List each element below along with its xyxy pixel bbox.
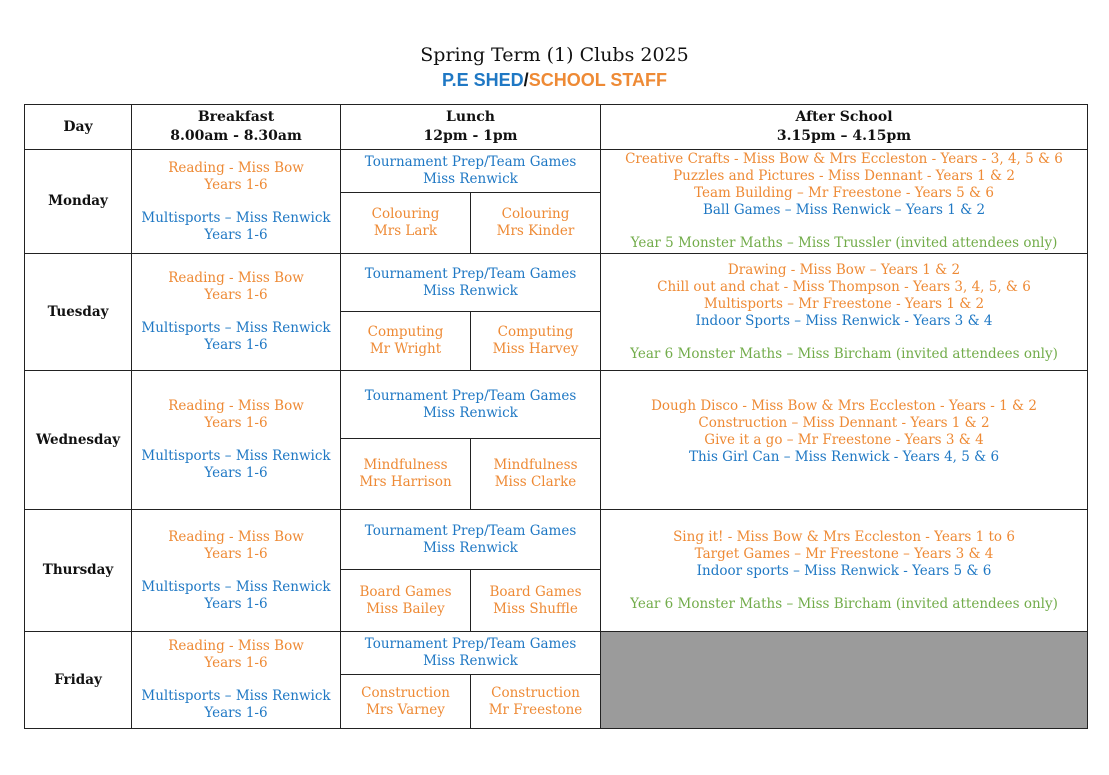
cell-text: Construction – Miss Dennant - Years 1 & 2 — [698, 415, 990, 431]
subtitle-separator: / — [523, 70, 529, 90]
subtitle-pe-shed: P.E SHED — [441, 70, 524, 90]
cell-text: Mrs Kinder — [496, 223, 575, 239]
cell-text: Board Games — [489, 583, 582, 600]
cell-text: Multisports – Miss Renwick — [141, 688, 331, 704]
lunch-team-games-cell — [341, 632, 601, 675]
lunch-club-right — [471, 312, 601, 371]
cell-text: Years 1-6 — [204, 545, 268, 562]
cell-text: Years 1-6 — [204, 337, 268, 353]
col-header-after-school — [601, 105, 1088, 150]
after-school-empty-cell — [601, 632, 1088, 729]
cell-text: Reading - Miss Bow — [168, 270, 304, 286]
spacer — [132, 563, 340, 579]
cell-text: Indoor Sports – Miss Renwick - Years 3 & 4 — [695, 312, 993, 329]
cell-text: Multisports – Miss Renwick — [141, 320, 331, 336]
subtitle-school-staff: SCHOOL STAFF — [528, 70, 668, 90]
spacer — [132, 432, 340, 448]
cell-text: Years 1-6 — [204, 465, 268, 481]
breakfast-cell — [132, 150, 341, 254]
cell-text: Miss Renwick — [423, 539, 518, 556]
breakfast-cell — [132, 632, 341, 729]
spacer — [132, 194, 340, 210]
cell-text: Computing — [367, 324, 444, 340]
lunch-team-games-cell — [341, 371, 601, 439]
after-school-cell — [601, 150, 1088, 254]
cell-text: Construction — [491, 684, 580, 701]
spacer — [601, 580, 1087, 596]
cell-text: Miss Clarke — [494, 474, 577, 490]
day-cell: Thursday — [25, 510, 132, 632]
spacer — [132, 672, 340, 688]
cell-text: Year 6 Monster Maths – Miss Bircham (invited attendees only) — [630, 345, 1058, 362]
cell-text: 8.00am - 8.30am — [170, 128, 302, 144]
cell-text: Year 6 Monster Maths – Miss Bircham (invited attendees only) — [630, 595, 1058, 612]
cell-text: Miss Harvey — [492, 341, 579, 357]
cell-text: Lunch — [446, 109, 495, 125]
cell-text: Computing — [497, 324, 574, 340]
cell-text: Reading - Miss Bow — [168, 638, 304, 654]
cell-text: Colouring — [501, 206, 570, 222]
col-header-lunch — [341, 105, 601, 150]
col-header-breakfast — [132, 105, 341, 150]
breakfast-cell — [132, 510, 341, 632]
table-row — [25, 510, 1088, 570]
cell-text: Mr Freestone — [488, 701, 583, 718]
cell-text: Mrs Lark — [373, 223, 438, 239]
cell-text: Mr Wright — [369, 341, 442, 357]
after-school-cell — [601, 254, 1088, 371]
lunch-club-left — [341, 193, 471, 254]
cell-text: Mrs Harrison — [359, 474, 452, 490]
cell-text: Ball Games – Miss Renwick – Years 1 & 2 — [702, 202, 986, 218]
cell-text: Mindfulness — [363, 457, 448, 473]
lunch-team-games-cell — [341, 254, 601, 312]
lunch-club-left — [341, 570, 471, 632]
cell-text: Construction — [361, 684, 450, 701]
cell-text: Puzzles and Pictures - Miss Dennant - Years 1 & 2 — [673, 168, 1015, 184]
lunch-team-games-cell — [341, 150, 601, 193]
lunch-club-right — [471, 570, 601, 632]
cell-text: Years 1-6 — [204, 226, 268, 243]
cell-text: Day — [63, 118, 93, 135]
cell-text: Board Games — [359, 583, 452, 600]
cell-text: Multisports – Mr Freestone - Years 1 & 2 — [703, 295, 985, 312]
cell-text: Miss Bailey — [366, 600, 445, 617]
cell-text: Tournament Prep/Team Games — [364, 522, 577, 539]
breakfast-cell — [132, 371, 341, 510]
cell-text: Colouring — [371, 206, 440, 222]
cell-text: Tournament Prep/Team Games — [364, 636, 577, 652]
cell-text: Reading - Miss Bow — [168, 398, 304, 414]
cell-text: Team Building – Mr Freestone - Years 5 & 6 — [694, 185, 994, 201]
cell-text: Target Games – Mr Freestone – Years 3 & 4 — [694, 545, 994, 562]
cell-text: Mindfulness — [493, 457, 578, 473]
lunch-club-left — [341, 312, 471, 371]
day-cell: Monday — [25, 150, 132, 254]
cell-text: Sing it! - Miss Bow & Mrs Eccleston - Years 1 to 6 — [673, 528, 1015, 545]
spacer — [601, 466, 1087, 482]
cell-text: Breakfast — [197, 109, 275, 125]
cell-text: Reading - Miss Bow — [168, 159, 304, 176]
spacer — [601, 219, 1087, 235]
cell-text: Miss Shuffle — [493, 600, 578, 617]
lunch-club-right — [471, 439, 601, 510]
lunch-club-right — [471, 675, 601, 729]
spacer — [132, 304, 340, 320]
table-row — [25, 150, 1088, 193]
lunch-team-games-cell — [341, 510, 601, 570]
cell-text: Years 1-6 — [204, 655, 268, 671]
lunch-club-left — [341, 439, 471, 510]
cell-text: Dough Disco - Miss Bow & Mrs Eccleston - Years - 1 & 2 — [651, 398, 1037, 414]
cell-text: 3.15pm – 4.15pm — [776, 128, 912, 144]
page-subtitle — [0, 70, 1109, 91]
header-row — [25, 105, 1088, 150]
cell-text: Multisports – Miss Renwick — [141, 578, 331, 595]
cell-text: Miss Renwick — [423, 404, 518, 421]
cell-text: This Girl Can – Miss Renwick - Years 4, 5 & 6 — [688, 449, 1000, 465]
table-row — [25, 632, 1088, 675]
cell-text: Chill out and chat - Miss Thompson - Years 3, 4, 5, & 6 — [657, 278, 1031, 295]
lunch-club-right — [471, 193, 601, 254]
cell-text: Miss Renwick — [423, 282, 518, 299]
cell-text: Miss Renwick — [423, 171, 518, 187]
cell-text: Years 1-6 — [204, 287, 268, 303]
cell-text: Tournament Prep/Team Games — [364, 154, 577, 170]
after-school-cell — [601, 510, 1088, 632]
cell-text: Tournament Prep/Team Games — [364, 387, 577, 404]
cell-text: Reading - Miss Bow — [168, 528, 304, 545]
cell-text: Give it a go – Mr Freestone - Years 3 & 4 — [704, 432, 984, 448]
cell-text: Indoor sports – Miss Renwick - Years 5 & 6 — [696, 562, 992, 579]
table-row — [25, 371, 1088, 439]
cell-text: 12pm - 1pm — [423, 128, 518, 144]
col-header-day — [25, 105, 132, 150]
cell-text: Creative Crafts - Miss Bow & Mrs Eccleston - Years - 3, 4, 5 & 6 — [625, 151, 1063, 167]
cell-text: Miss Renwick — [423, 653, 518, 669]
cell-text: After School — [795, 109, 893, 125]
cell-text: Years 1-6 — [204, 415, 268, 431]
timetable — [24, 104, 1088, 729]
cell-text: Tournament Prep/Team Games — [364, 265, 577, 282]
lunch-club-left — [341, 675, 471, 729]
cell-text: Years 1-6 — [204, 705, 268, 721]
day-cell: Friday — [25, 632, 132, 729]
breakfast-cell — [132, 254, 341, 371]
cell-text: Drawing - Miss Bow – Years 1 & 2 — [727, 261, 961, 278]
cell-text: Years 1-6 — [204, 176, 268, 193]
cell-text: Years 1-6 — [204, 595, 268, 612]
after-school-cell — [601, 371, 1088, 510]
cell-text: Year 5 Monster Maths – Miss Trussler (invited attendees only) — [630, 235, 1058, 251]
day-cell: Wednesday — [25, 371, 132, 510]
table-row — [25, 254, 1088, 312]
cell-text: Multisports – Miss Renwick — [141, 209, 331, 226]
day-cell: Tuesday — [25, 254, 132, 371]
page-title: Spring Term (1) Clubs 2025 — [420, 44, 689, 66]
cell-text: Multisports – Miss Renwick — [141, 448, 331, 464]
spacer — [601, 330, 1087, 346]
cell-text: Mrs Varney — [366, 701, 445, 718]
